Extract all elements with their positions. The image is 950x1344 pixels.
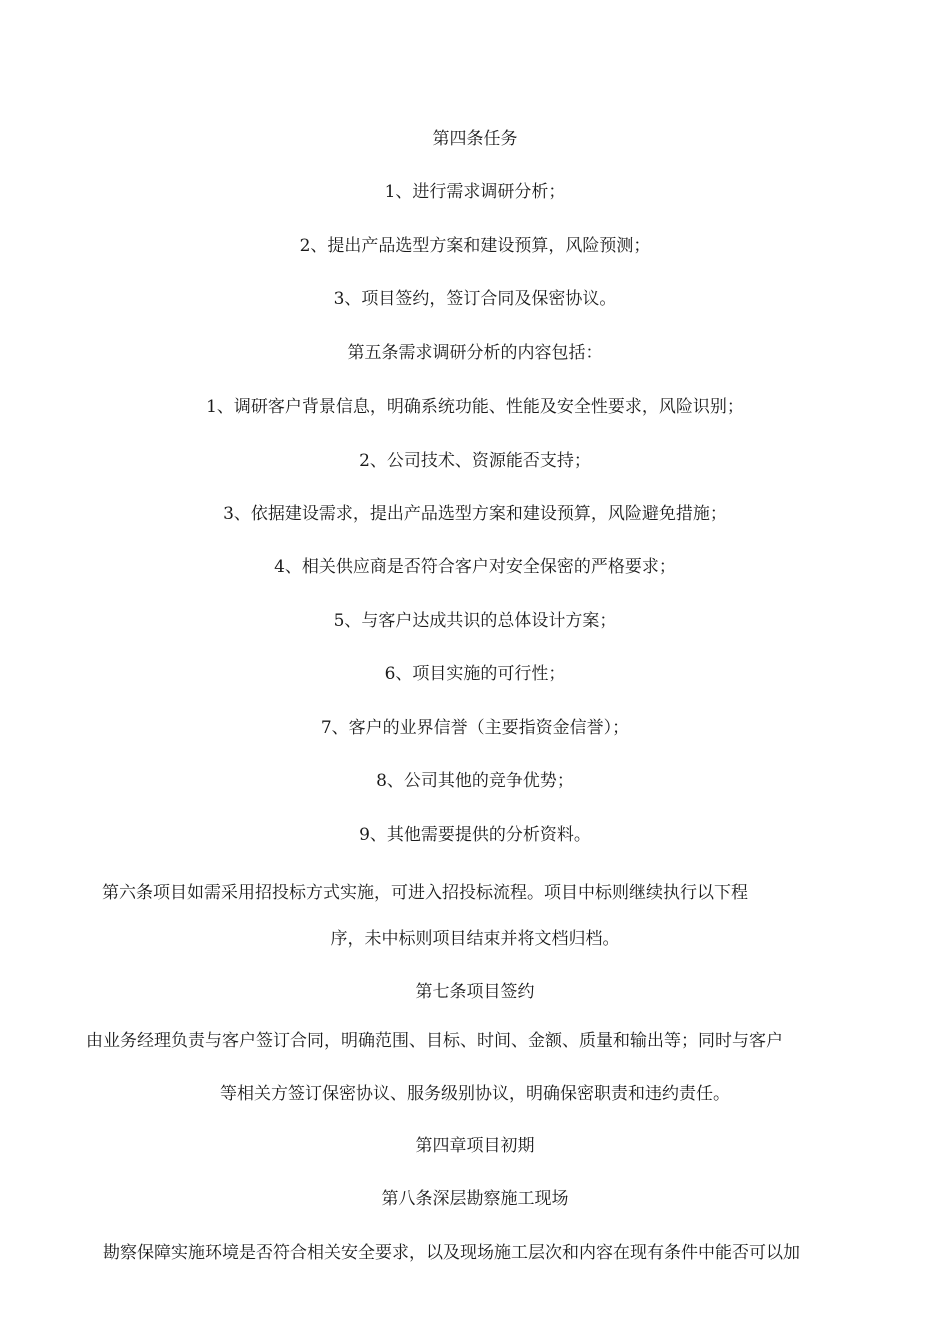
article-8-heading: 第八条深层勘察施工现场: [381, 1189, 569, 1209]
article-5-item-5: 5、与客户达成共识的总体设计方案；: [333, 611, 617, 631]
article-5-heading: 第五条需求调研分析的内容包括：: [347, 343, 603, 363]
article-7-text-line-1: 由业务经理负责与客户签订合同，明确范围、目标、时间、金额、质量和输出等；同时与客户: [86, 1031, 783, 1051]
article-5-item-4: 4、相关供应商是否符合客户对安全保密的严格要求；: [274, 557, 676, 577]
article-5-item-7: 7、客户的业界信誉（主要指资金信誉）；: [320, 718, 630, 738]
article-6-text-line-1: 第六条项目如需采用招投标方式实施，可进入招投标流程。项目中标则继续执行以下程: [102, 883, 748, 903]
article-4-item-3: 3、项目签约，签订合同及保密协议。: [333, 289, 617, 309]
article-4-heading: 第四条任务: [432, 129, 518, 149]
article-7-heading: 第七条项目签约: [415, 982, 535, 1002]
article-5-item-6: 6、项目实施的可行性；: [384, 664, 566, 684]
article-4-item-1: 1、进行需求调研分析；: [384, 182, 566, 202]
article-8-text-line-1: 勘察保障实施环境是否符合相关安全要求，以及现场施工层次和内容在现有条件中能否可以加: [103, 1243, 800, 1263]
article-5-item-9: 9、其他需要提供的分析资料。: [359, 825, 591, 845]
article-4-item-2: 2、提出产品选型方案和建设预算，风险预测；: [299, 236, 651, 256]
article-6-text-line-2: 序，未中标则项目结束并将文档归档。: [330, 929, 620, 949]
article-5-item-3: 3、依据建设需求，提出产品选型方案和建设预算，风险避免措施；: [223, 504, 727, 524]
article-5-item-1: 1、调研客户背景信息，明确系统功能、性能及安全性要求，风险识别；: [206, 397, 744, 417]
chapter-4-heading: 第四章项目初期: [415, 1136, 535, 1156]
article-7-text-line-2: 等相关方签订保密协议、服务级别协议，明确保密职责和违约责任。: [220, 1084, 730, 1104]
article-5-item-8: 8、公司其他的竞争优势；: [376, 771, 574, 791]
article-5-item-2: 2、公司技术、资源能否支持；: [359, 451, 591, 471]
